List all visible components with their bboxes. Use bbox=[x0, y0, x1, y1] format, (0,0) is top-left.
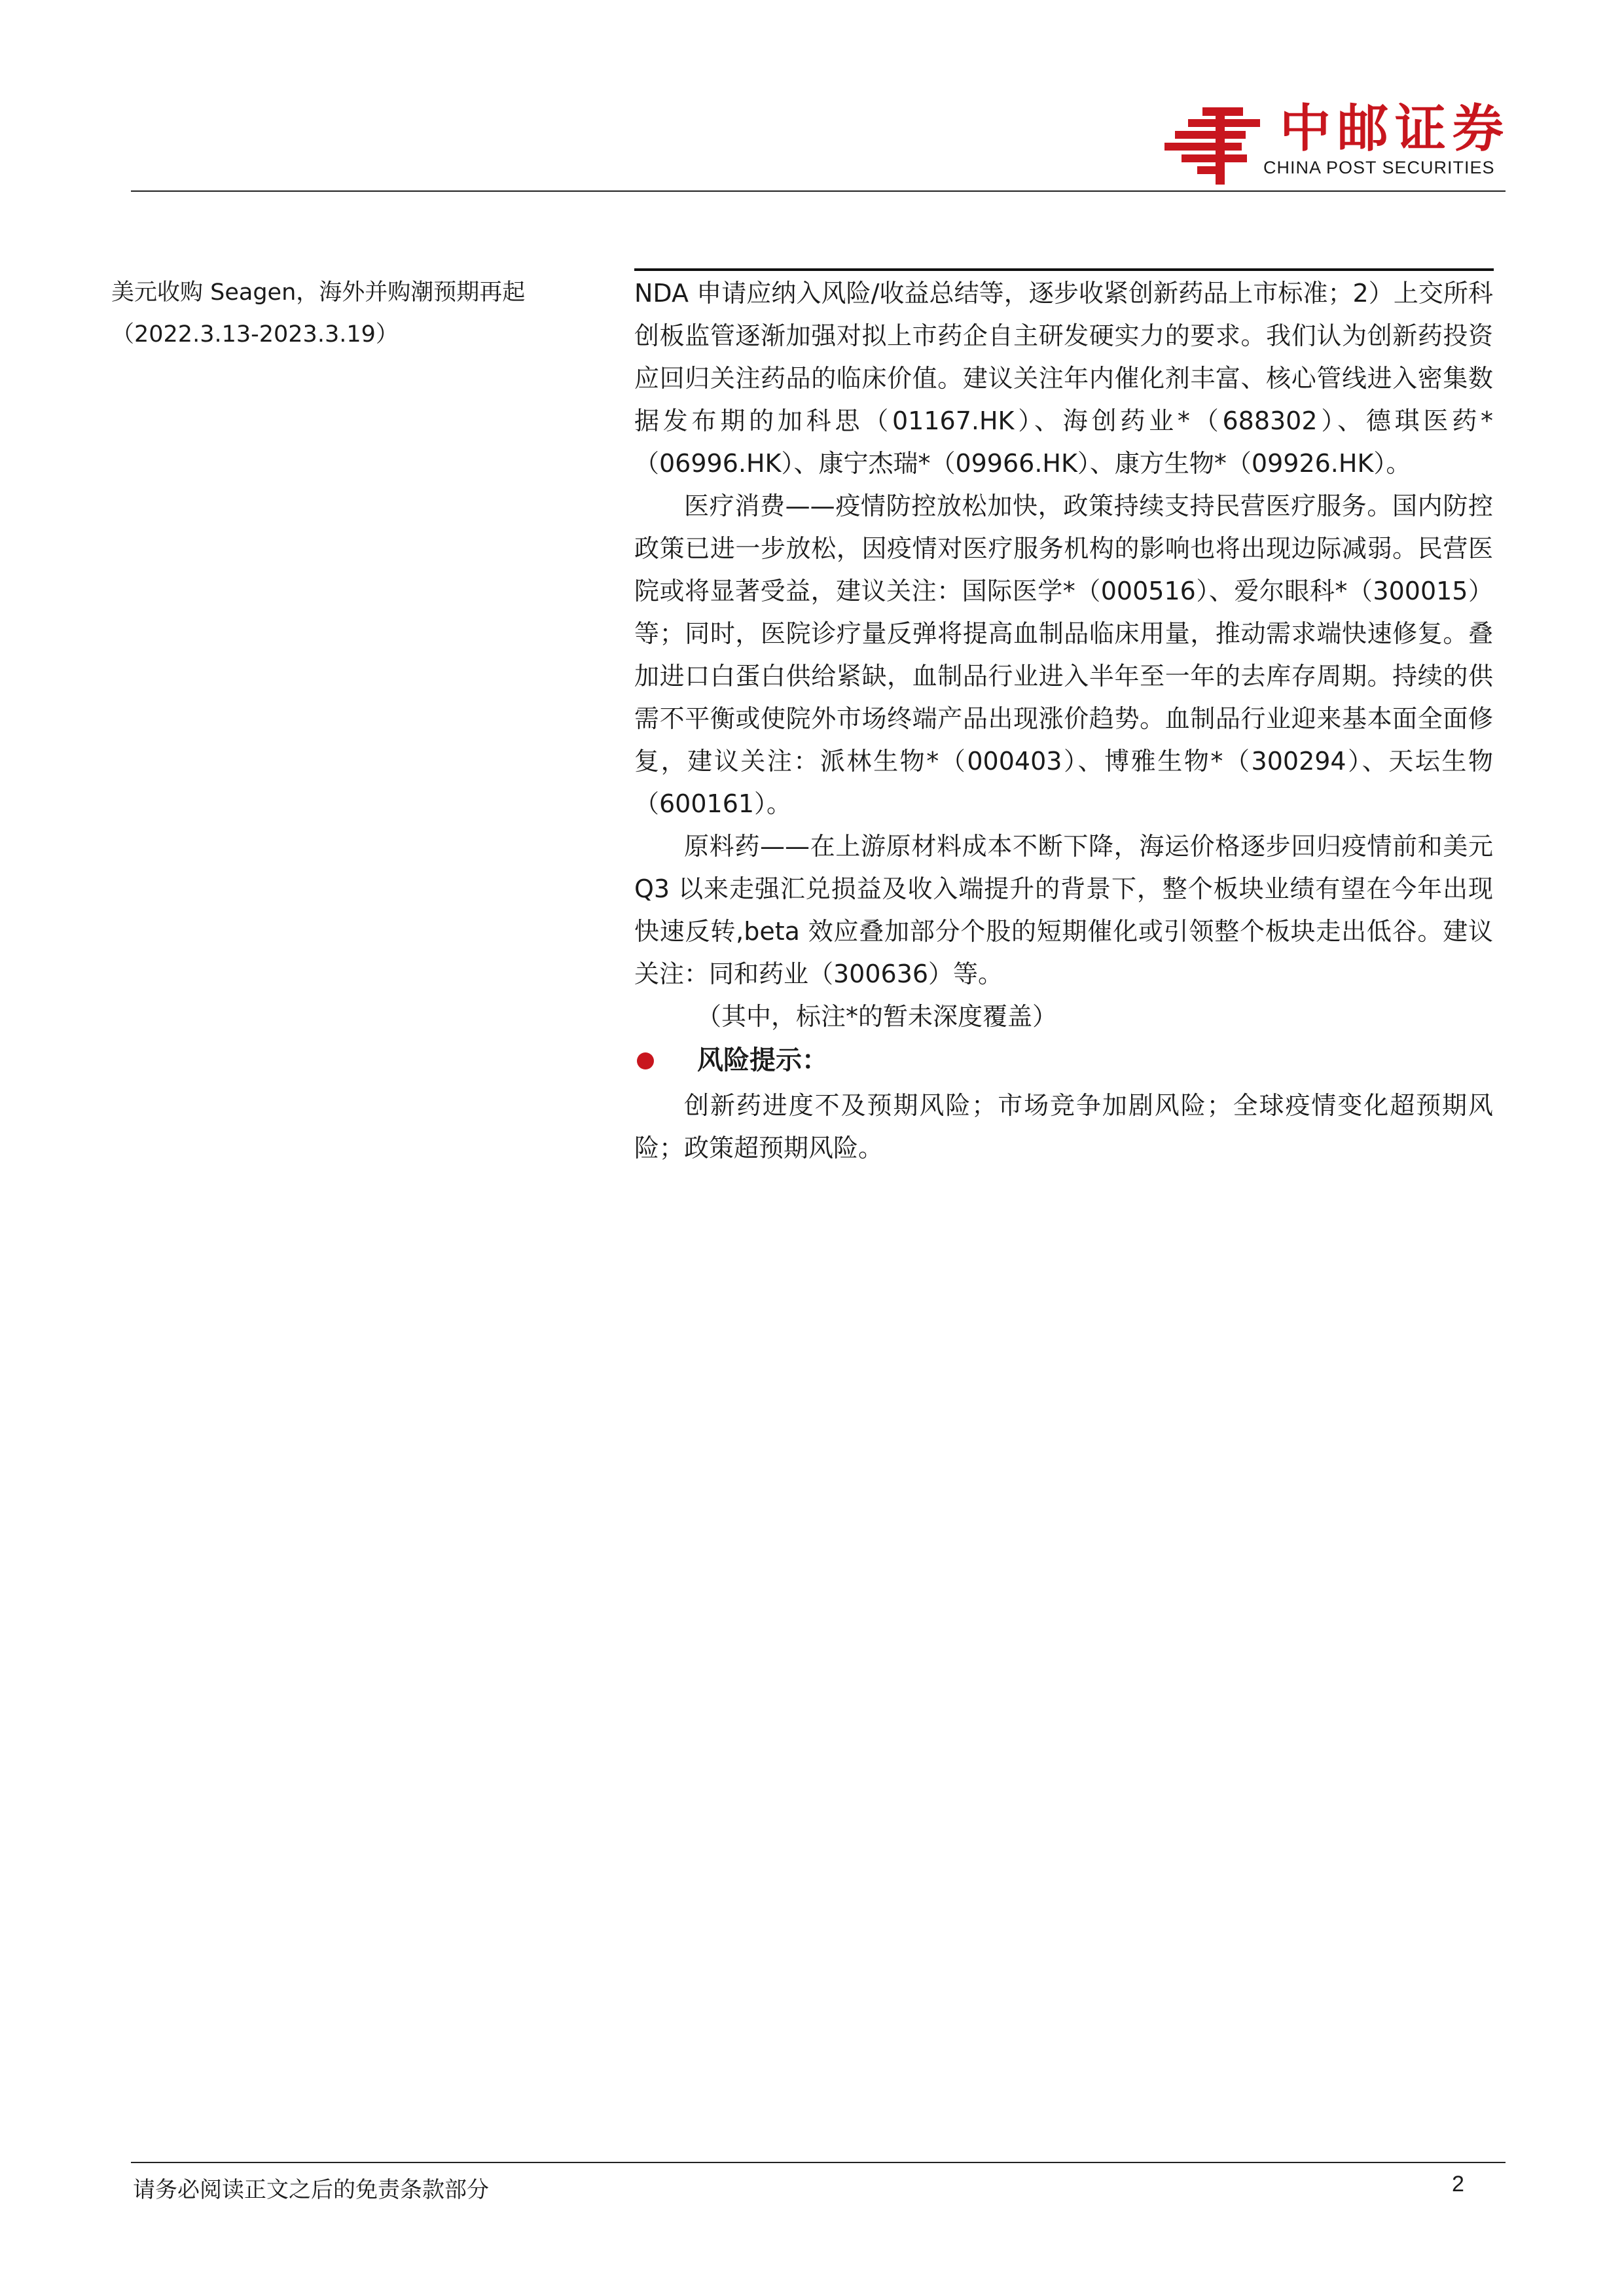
paragraph-medical-consumption: 医疗消费——疫情防控放松加快，政策持续支持民营医疗服务。国内防控政策已进一步放松，因疫情对医疗服务机构的影响也将出现边际减弱。民营医院或将显著受益，建议关注：国际医学*（000516）、爱尔眼科*（300015）等；同时，医院诊疗量反弹将提高血制品临床用量，推动需求端快速修复。叠加进口白蛋白供给紧缺，血制品行业进入半年至一年的去库存周期。持续的供需不平衡或使院外市场终端产品出现涨价趋势。血制品行业迎来基本面全面修复，建议关注：派林生物*（000403）、博雅生物*（300294）、天坛生物（600161）。 bbox=[634, 492, 1493, 818]
footer-divider bbox=[131, 2162, 1506, 2163]
coverage-note: （其中，标注*的暂未深度覆盖） bbox=[696, 1002, 1058, 1031]
brand-name-cn: 中邮证券 bbox=[1280, 99, 1511, 158]
main-text-column bbox=[634, 272, 1493, 1170]
brand-name-en: CHINA POST SECURITIES bbox=[1263, 158, 1495, 177]
risk-heading bbox=[634, 1039, 1493, 1082]
header-divider bbox=[131, 190, 1506, 192]
bullet-icon bbox=[637, 1052, 654, 1069]
column-top-rule bbox=[634, 268, 1494, 271]
risk-text: 创新药进度不及预期风险；市场竞争加剧风险；全球疫情变化超预期风险；政策超预期风险。 bbox=[634, 1091, 1493, 1162]
paragraph-api: 原料药——在上游原材料成本不断下降，海运价格逐步回归疫情前和美元 Q3 以来走强汇兑损益及收入端提升的背景下，整个板块业绩有望在今年出现快速反转,beta 效应叠加部分个股的短期催化或引领整个板块走出低谷。建议关注：同和药业（300636）等。 bbox=[634, 832, 1493, 988]
china-post-logo-icon bbox=[1162, 105, 1263, 187]
footer-disclaimer: 请务必阅读正文之后的免责条款部分 bbox=[133, 2177, 489, 2203]
figure-caption: 美元收购 Seagen，海外并购潮预期再起（2022.3.13-2023.3.19） bbox=[111, 279, 526, 348]
paragraph-innovative-drugs: NDA 申请应纳入风险/收益总结等，逐步收紧创新药品上市标准；2）上交所科创板监管逐渐加强对拟上市药企自主研发硬实力的要求。我们认为创新药投资应回归关注药品的临床价值。建议关注年内催化剂丰富、核心管线进入密集数据发布期的加科思（01167.HK）、海创药业*（688302）、德琪医药*（06996.HK）、康宁杰瑞*（09966.HK）、康方生物*（09926.HK）。 bbox=[634, 279, 1493, 478]
risk-title: 风险提示： bbox=[697, 1045, 828, 1075]
page-number: 2 bbox=[1452, 2172, 1464, 2197]
